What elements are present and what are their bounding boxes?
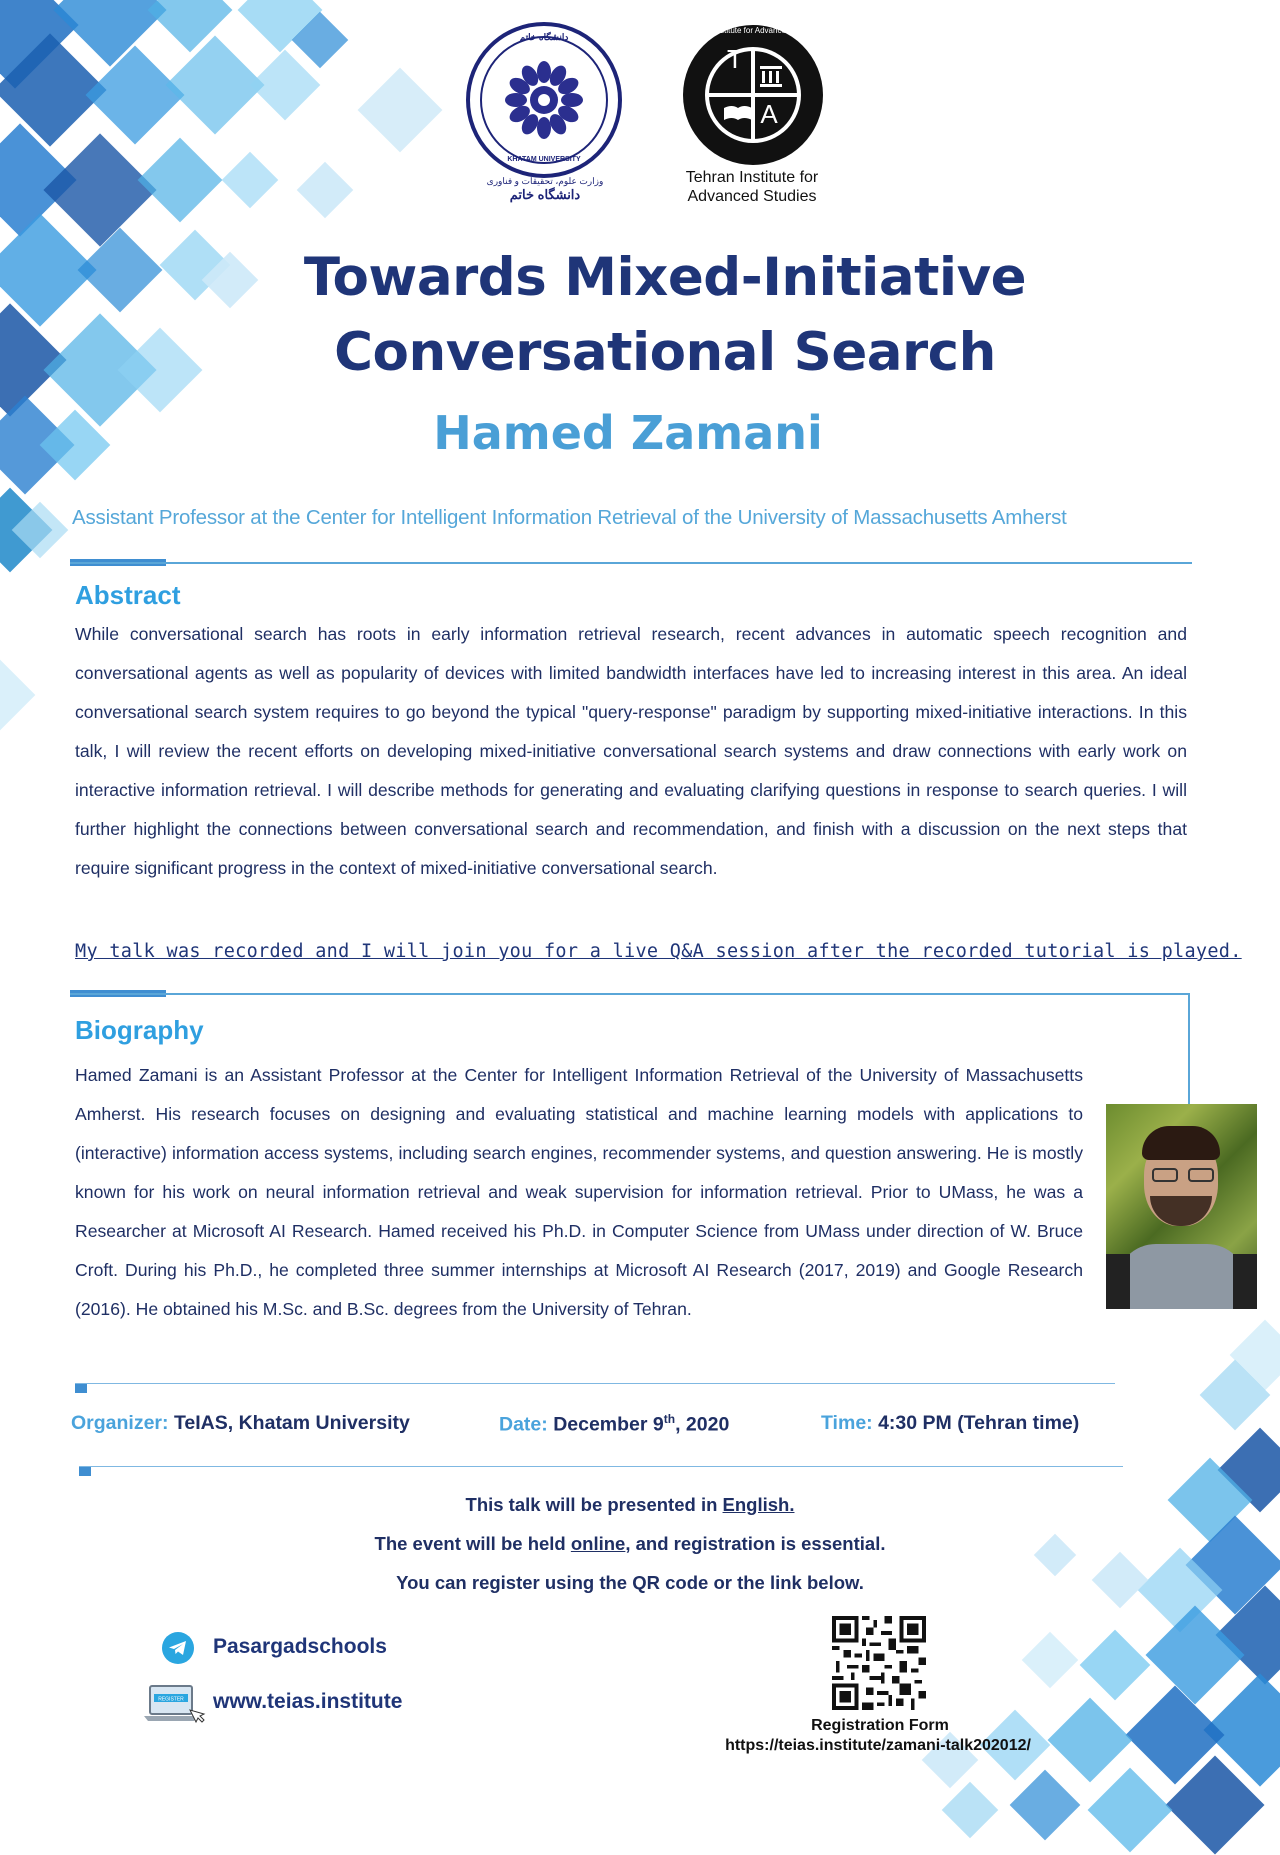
divider-line (70, 562, 1192, 564)
laptop-icon (142, 1684, 206, 1726)
online-text-pre: The event will be held (374, 1533, 571, 1554)
time-info (821, 1412, 1079, 1435)
teias-letter-a: A (760, 99, 778, 129)
speaker-photo (1106, 1104, 1257, 1309)
khatam-university-logo (466, 22, 622, 178)
registration-label: Registration Form (811, 1717, 949, 1734)
abstract-heading: Abstract (75, 580, 181, 610)
telegram-icon (162, 1632, 194, 1664)
talk-title-line2: Conversational Search (334, 322, 996, 383)
recording-note: My talk was recorded and I will join you for a live Q&A session after the recorded tutorial is played. (75, 941, 1242, 962)
organizer-info (71, 1412, 410, 1435)
teias-caption-line2: Advanced Studies (687, 188, 817, 205)
divider-line (75, 1383, 1115, 1384)
khatam-star-emblem (504, 60, 584, 140)
language-line (0, 1494, 1270, 1516)
organizer-value: TeIAS, Khatam University (173, 1412, 410, 1434)
organizer-label: Organizer: (71, 1412, 169, 1434)
online-text-post: , and registration is essential. (625, 1533, 886, 1554)
laptop-screen-text: REGISTER (158, 1696, 184, 1703)
divider-line (79, 1466, 1123, 1467)
language-text: This talk will be presented in (465, 1494, 723, 1515)
speaker-name: Hamed Zamani (433, 406, 823, 460)
registration-url[interactable]: https://teias.institute/zamani-talk202012/ (725, 1737, 1031, 1754)
date-info (499, 1412, 729, 1437)
biography-text: Hamed Zamani is an Assistant Professor at the Center for Intelligent Information Retrieval of the University of Massachusetts Amherst. His research focuses on designing and evaluating statistical and machine learning models with applications to (interactive) information access systems, including search engines, recommender systems, and question answering. He is mostly known for his work on neural information retrieval and weak supervision for information retrieval. Prior to UMass, he was a Researcher at Microsoft AI Research. Hamed received his Ph.D. in Computer Science from UMass under direction of W. Bruce Croft. During his Ph.D., he completed three summer internships at Microsoft AI Research (2017, 2019) and Google Research (2016). He obtained his M.Sc. and B.Sc. degrees from the University of Tehran. (75, 1065, 1083, 1319)
divider-accent (79, 1467, 91, 1476)
telegram-handle[interactable]: Pasargadschools (213, 1635, 387, 1658)
khatam-name-text: دانشگاه خاتم (509, 187, 581, 202)
divider-line (70, 993, 1190, 995)
qr-code[interactable] (832, 1616, 926, 1710)
khatam-ministry-text: وزارت علوم، تحقیقات و فناوری (486, 176, 604, 186)
date-suffix: th (663, 1412, 676, 1426)
khatam-caption (470, 176, 620, 203)
teias-caption-line1: Tehran Institute for (685, 169, 819, 186)
khatam-ring-text: KHATAM UNIVERSITY (507, 156, 581, 163)
register-line: You can register using the QR code or the link below. (396, 1572, 864, 1593)
speaker-position: Assistant Professor at the Center for Intelligent Information Retrieval of the University of Massachusetts Amherst (72, 506, 1067, 529)
teias-letter-t: T (727, 44, 743, 74)
teias-caption (662, 168, 842, 206)
talk-title-line1: Towards Mixed-Initiative (303, 247, 1027, 308)
language-link[interactable]: English. (722, 1494, 795, 1515)
time-value: 4:30 PM (Tehran time) (878, 1412, 1080, 1434)
date-label: Date: (499, 1413, 548, 1436)
teias-ring-text: Tehran Institute for Advanced Studies (686, 26, 820, 35)
website-link[interactable]: www.teias.institute (213, 1690, 403, 1713)
khatam-ring-top-text: دانشگاه خاتم (519, 32, 569, 42)
abstract-text: While conversational search has roots in early information retrieval research, recent advances in automatic speech recognition and conversational agents as well as popularity of devices with limited bandwidth interfaces have led to increasing interest in this area. An ideal conversational search system requires to go beyond the typical "query-response" paradigm by supporting mixed-initiative interactions. In this talk, I will review the recent efforts on developing mixed-initiative conversational search systems and draw connections with early work on interactive information retrieval. I will describe methods for generating and evaluating clarifying questions in response to search queries. I will further highlight the connections between conversational search and recommendation, and finish with a discussion on the next steps that require significant progress in the context of mixed-initiative conversational search. (75, 624, 1187, 878)
biography-heading: Biography (75, 1015, 204, 1045)
online-link[interactable]: online (570, 1533, 626, 1554)
divider-vertical (1188, 993, 1190, 1105)
time-label: Time: (821, 1412, 873, 1434)
online-line (0, 1533, 1270, 1555)
talk-title (0, 240, 1280, 390)
teias-logo (680, 22, 826, 168)
divider-accent (75, 1384, 87, 1393)
date-year: , 2020 (675, 1413, 730, 1436)
date-value: December 9 (553, 1413, 664, 1436)
